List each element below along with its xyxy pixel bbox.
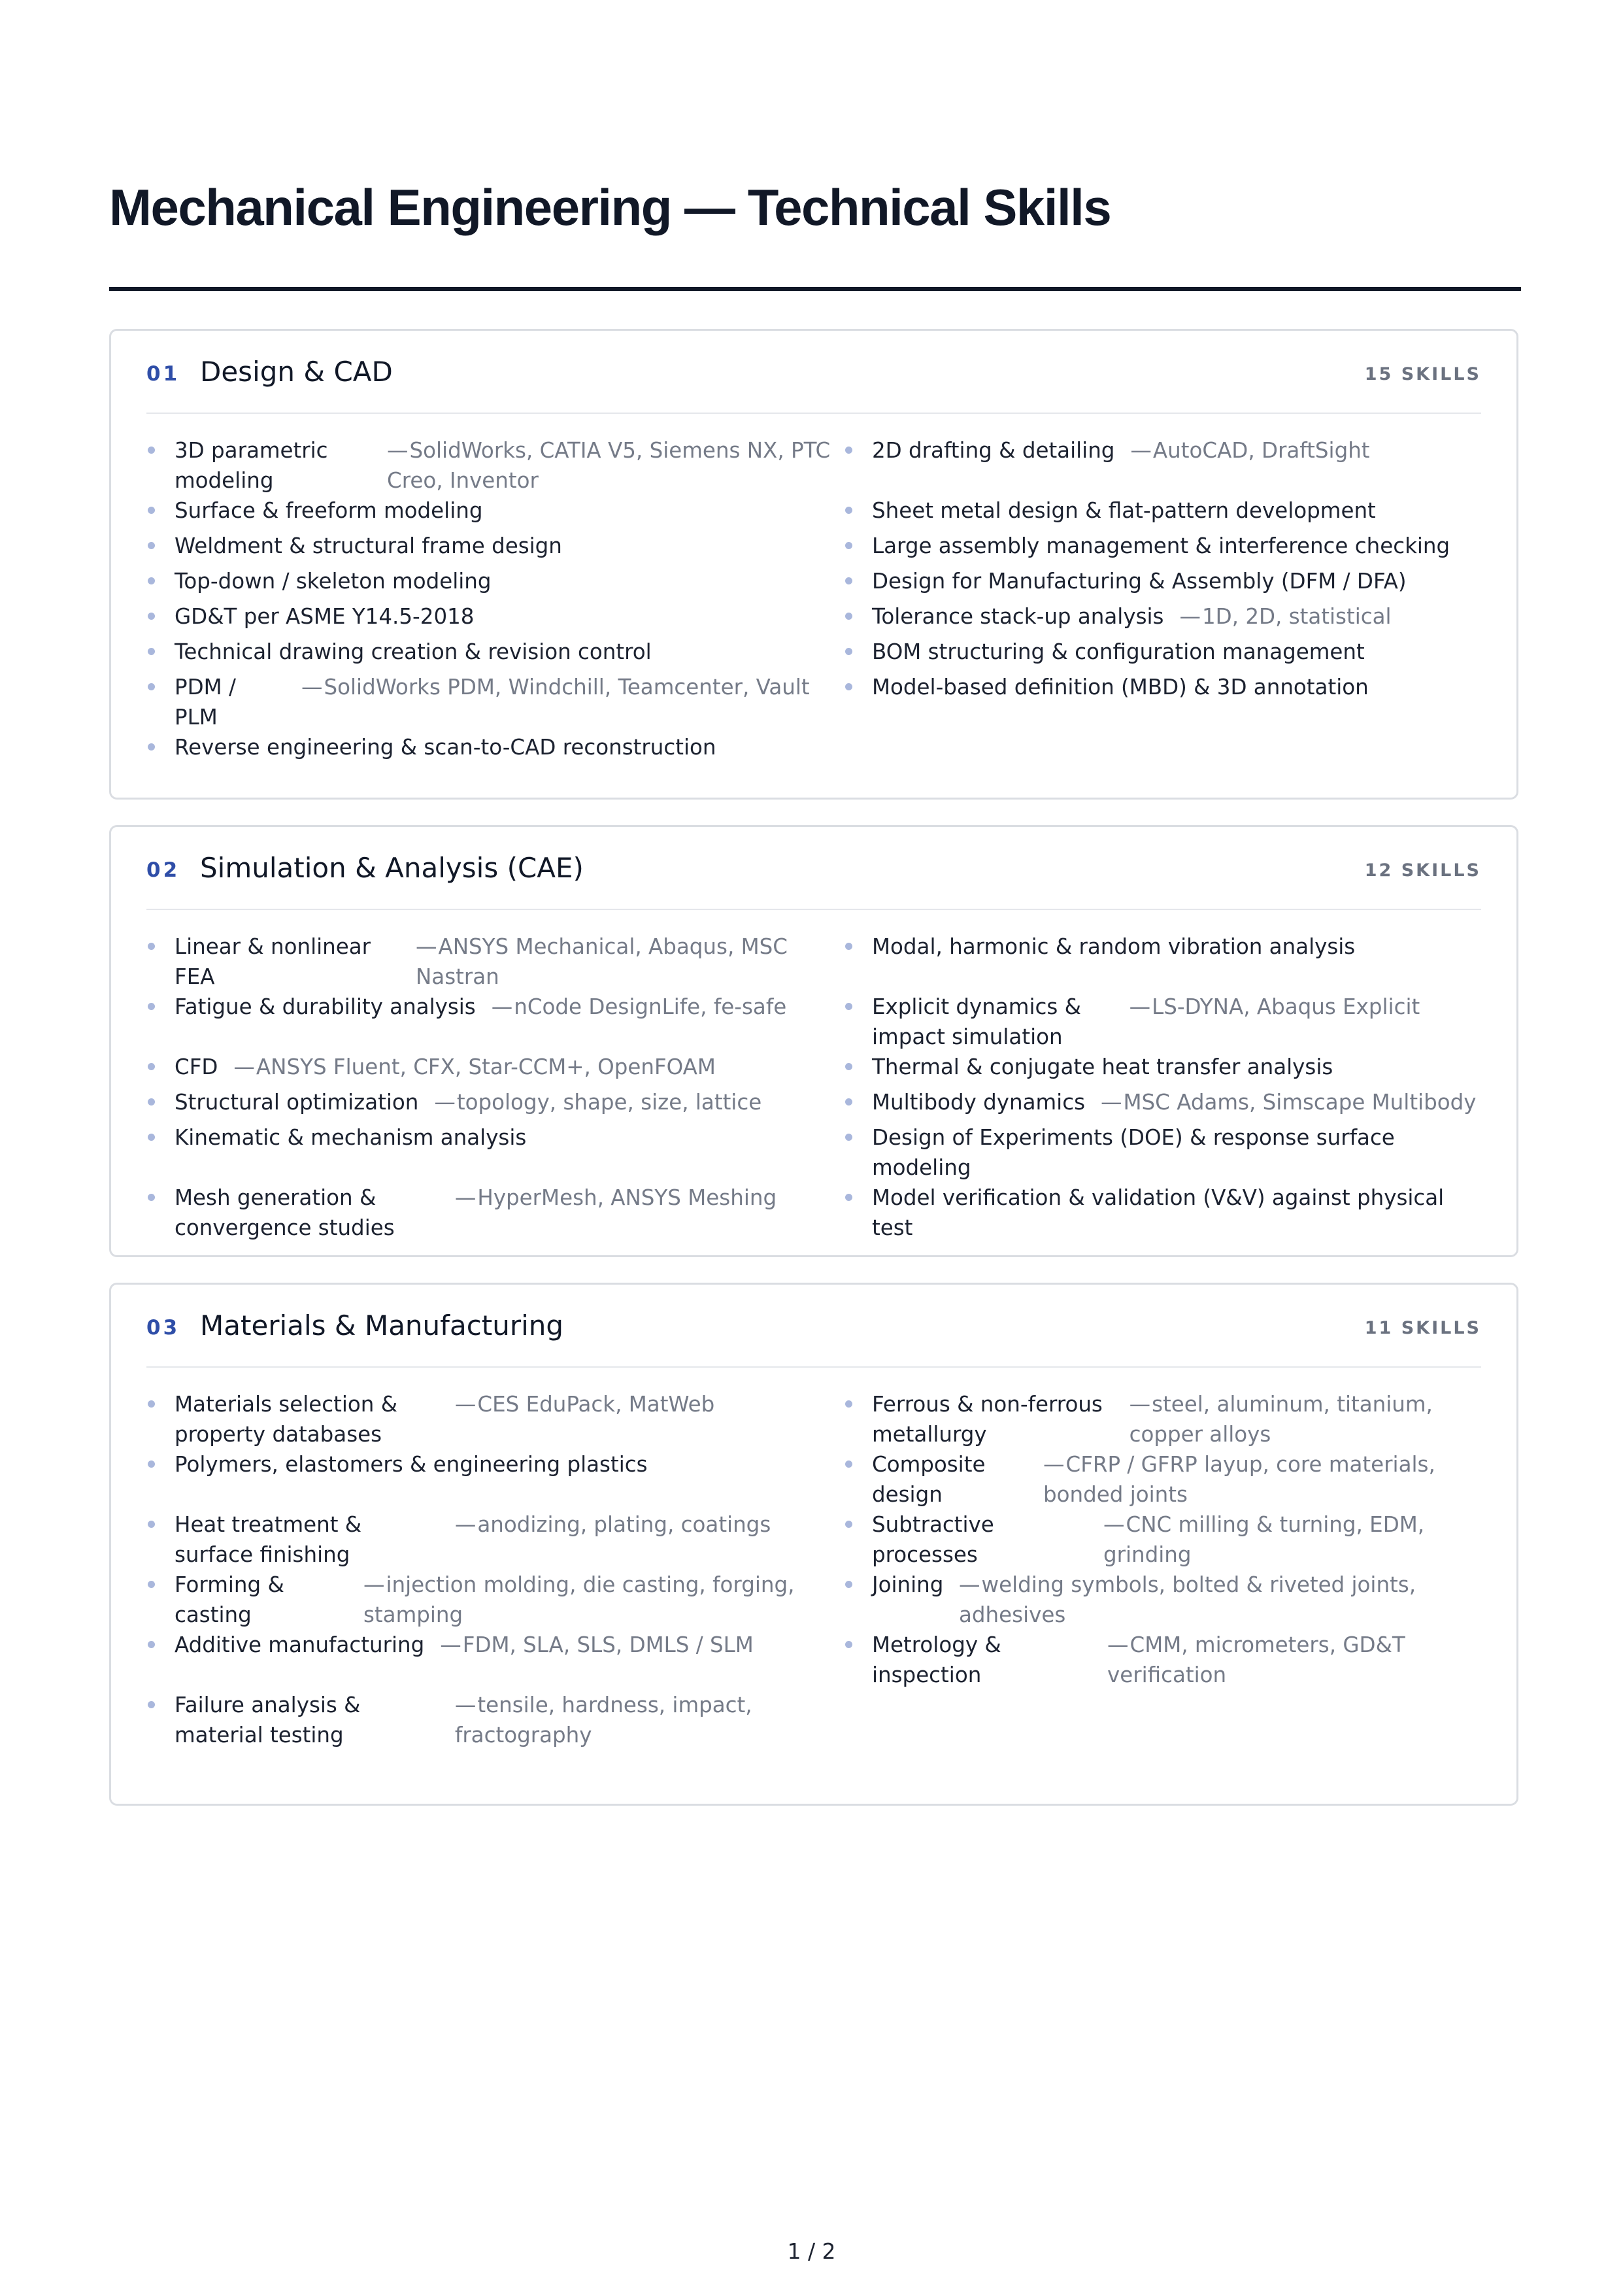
skill-tools-note: — SolidWorks PDM, Windchill, Teamcenter, Vault bbox=[286, 672, 844, 702]
bullet-dot-icon bbox=[148, 1460, 155, 1468]
section-header bbox=[146, 827, 1481, 910]
skill-label: Linear & nonlinear FEA bbox=[175, 934, 371, 989]
skill-label: Multibody dynamics bbox=[872, 1090, 1086, 1115]
skill-tools-note: — LS-DYNA, Abaqus Explicit bbox=[1114, 992, 1486, 1022]
skill-item bbox=[844, 1123, 1486, 1183]
skill-tools-note: — 1D, 2D, statistical bbox=[1163, 601, 1391, 632]
bullet-dot-icon bbox=[845, 1063, 852, 1070]
skill-label: Design of Experiments (DOE) & response surface modeling bbox=[872, 1125, 1395, 1180]
bullet-dot-icon bbox=[148, 577, 155, 584]
skill-tools-note: — CES EduPack, MatWeb bbox=[439, 1389, 844, 1419]
bullet-dot-icon bbox=[845, 1003, 852, 1010]
skill-tools-note: — injection molding, die casting, forging, stamping bbox=[348, 1570, 844, 1630]
bullet-dot-icon bbox=[148, 1194, 155, 1201]
skill-label: BOM structuring & configuration management bbox=[872, 639, 1365, 664]
skill-label: Thermal & conjugate heat transfer analysis bbox=[872, 1055, 1333, 1079]
skill-label: Top-down / skeleton modeling bbox=[175, 569, 492, 594]
skill-item bbox=[146, 672, 844, 732]
bullet-dot-icon bbox=[845, 1581, 852, 1588]
skill-list bbox=[146, 1389, 1486, 1750]
bullet-dot-icon bbox=[845, 577, 852, 584]
skill-item bbox=[146, 1510, 844, 1570]
skill-label: GD&T per ASME Y14.5-2018 bbox=[175, 604, 475, 629]
section-number: 03 bbox=[146, 1316, 180, 1340]
skill-item bbox=[146, 1052, 844, 1087]
section-title: Materials & Manufacturing bbox=[200, 1309, 564, 1342]
skill-label: Polymers, elastomers & engineering plastics bbox=[175, 1452, 648, 1477]
bullet-dot-icon bbox=[148, 507, 155, 514]
skill-item bbox=[844, 1570, 1486, 1630]
bullet-dot-icon bbox=[148, 542, 155, 549]
title-divider bbox=[109, 287, 1521, 291]
skill-label: Sheet metal design & flat-pattern development bbox=[872, 498, 1376, 523]
skill-item bbox=[146, 1389, 844, 1449]
skill-item bbox=[146, 435, 844, 496]
skill-label: Tolerance stack-up analysis bbox=[872, 604, 1164, 629]
bullet-dot-icon bbox=[148, 1521, 155, 1528]
bullet-dot-icon bbox=[148, 943, 155, 950]
skill-item bbox=[146, 932, 844, 992]
skill-label: Materials selection & property databases bbox=[175, 1392, 398, 1447]
bullet-dot-icon bbox=[148, 1098, 155, 1106]
bullet-dot-icon bbox=[148, 743, 155, 751]
skill-tools-note: — ANSYS Mechanical, Abaqus, MSC Nastran bbox=[400, 932, 844, 992]
bullet-dot-icon bbox=[148, 1063, 155, 1070]
section-skill-count: 15 SKILLS bbox=[1364, 364, 1481, 384]
skill-item bbox=[146, 992, 844, 1027]
skill-item bbox=[146, 1449, 844, 1485]
skill-label: Explicit dynamics & impact simulation bbox=[872, 994, 1081, 1049]
skill-item bbox=[844, 1510, 1486, 1570]
section-header bbox=[146, 331, 1481, 414]
skill-label: Mesh generation & convergence studies bbox=[175, 1185, 395, 1240]
skill-tools-note: — CFRP / GFRP layup, core materials, bonded joints bbox=[1028, 1449, 1486, 1510]
bullet-dot-icon bbox=[148, 1003, 155, 1010]
skill-item bbox=[844, 932, 1486, 967]
skill-label: Model-based definition (MBD) & 3D annotation bbox=[872, 675, 1369, 700]
bullet-dot-icon bbox=[845, 613, 852, 620]
bullet-dot-icon bbox=[845, 542, 852, 549]
section-title: Simulation & Analysis (CAE) bbox=[200, 852, 584, 884]
skill-item bbox=[844, 672, 1486, 707]
skill-label: Metrology & inspection bbox=[872, 1632, 1001, 1687]
bullet-dot-icon bbox=[148, 1641, 155, 1648]
bullet-dot-icon bbox=[845, 648, 852, 655]
skill-item bbox=[146, 1183, 844, 1243]
skill-label: Heat treatment & surface finishing bbox=[175, 1512, 362, 1567]
skill-item bbox=[146, 566, 844, 601]
bullet-dot-icon bbox=[845, 943, 852, 950]
bullet-dot-icon bbox=[148, 648, 155, 655]
bullet-dot-icon bbox=[148, 1581, 155, 1588]
section-number: 01 bbox=[146, 362, 180, 386]
bullet-dot-icon bbox=[148, 1134, 155, 1141]
bullet-dot-icon bbox=[845, 1641, 852, 1648]
skill-tools-note: — CNC milling & turning, EDM, grinding bbox=[1088, 1510, 1486, 1570]
section-skill-count: 11 SKILLS bbox=[1364, 1318, 1481, 1338]
section-skill-count: 12 SKILLS bbox=[1364, 860, 1481, 881]
bullet-dot-icon bbox=[845, 1194, 852, 1201]
skill-tools-note: — steel, aluminum, titanium, copper alloys bbox=[1114, 1389, 1486, 1449]
skill-item bbox=[844, 1630, 1486, 1690]
bullet-dot-icon bbox=[845, 1400, 852, 1408]
skill-tools-note: — CMM, micrometers, GD&T verification bbox=[1092, 1630, 1486, 1690]
bullet-dot-icon bbox=[845, 1460, 852, 1468]
bullet-dot-icon bbox=[845, 683, 852, 690]
skill-label: Model verification & validation (V&V) against physical test bbox=[872, 1185, 1445, 1240]
skill-item bbox=[146, 1123, 844, 1158]
skill-tools-note: — tensile, hardness, impact, fractography bbox=[439, 1690, 844, 1750]
skill-label: PDM / PLM bbox=[175, 675, 236, 730]
skill-label: Composite design bbox=[872, 1452, 986, 1507]
section-number: 02 bbox=[146, 858, 180, 882]
bullet-dot-icon bbox=[845, 507, 852, 514]
skill-item bbox=[844, 496, 1486, 531]
skill-label: Ferrous & non-ferrous metallurgy bbox=[872, 1392, 1103, 1447]
skill-label: Design for Manufacturing & Assembly (DFM / DFA) bbox=[872, 569, 1407, 594]
bullet-dot-icon bbox=[148, 683, 155, 690]
skill-label: Additive manufacturing bbox=[175, 1632, 425, 1657]
section-card-materials-manufacturing bbox=[109, 1283, 1518, 1806]
skill-tools-note: — AutoCAD, DraftSight bbox=[1114, 435, 1369, 465]
skill-item bbox=[146, 637, 844, 672]
skill-label: Surface & freeform modeling bbox=[175, 498, 483, 523]
skill-label: Kinematic & mechanism analysis bbox=[175, 1125, 527, 1150]
skill-label: 2D drafting & detailing bbox=[872, 438, 1115, 463]
skill-item bbox=[146, 496, 844, 531]
section-header bbox=[146, 1285, 1481, 1368]
skill-label: Technical drawing creation & revision control bbox=[175, 639, 652, 664]
bullet-dot-icon bbox=[148, 447, 155, 454]
skill-item bbox=[844, 601, 1486, 637]
skill-label: Weldment & structural frame design bbox=[175, 533, 562, 558]
skill-label: Large assembly management & interference checking bbox=[872, 533, 1450, 558]
skill-label: Modal, harmonic & random vibration analysis bbox=[872, 934, 1356, 959]
skill-tools-note: — nCode DesignLife, fe-safe bbox=[476, 992, 787, 1022]
skill-tools-note: — anodizing, plating, coatings bbox=[439, 1510, 844, 1540]
skill-label: Forming & casting bbox=[175, 1572, 284, 1627]
skill-item bbox=[844, 1183, 1486, 1243]
skill-item bbox=[146, 1570, 844, 1630]
skill-item bbox=[844, 637, 1486, 672]
bullet-dot-icon bbox=[148, 1400, 155, 1408]
section-card-simulation-analysis bbox=[109, 825, 1518, 1257]
skill-tools-note: — MSC Adams, Simscape Multibody bbox=[1085, 1087, 1486, 1117]
skill-tools-note: — ANSYS Fluent, CFX, Star-CCM+, OpenFOAM bbox=[218, 1052, 716, 1082]
skill-list bbox=[146, 435, 1486, 768]
skill-tools-note: — topology, shape, size, lattice bbox=[418, 1087, 761, 1117]
bullet-dot-icon bbox=[845, 1098, 852, 1106]
skill-item bbox=[844, 531, 1486, 566]
skill-item bbox=[146, 732, 844, 768]
bullet-dot-icon bbox=[148, 613, 155, 620]
skill-tools-note: — FDM, SLA, SLS, DMLS / SLM bbox=[424, 1630, 754, 1660]
bullet-dot-icon bbox=[148, 1701, 155, 1708]
bullet-dot-icon bbox=[845, 1134, 852, 1141]
skill-item bbox=[844, 992, 1486, 1052]
section-card-design-cad bbox=[109, 329, 1518, 800]
skill-item bbox=[146, 1630, 844, 1665]
skill-tools-note: — SolidWorks, CATIA V5, Siemens NX, PTC Creo, Inventor bbox=[371, 435, 844, 496]
skill-item bbox=[844, 1389, 1486, 1449]
skill-item bbox=[146, 1690, 844, 1750]
skill-label: CFD bbox=[175, 1055, 218, 1079]
skill-item bbox=[844, 435, 1486, 471]
skill-label: Joining bbox=[872, 1572, 944, 1597]
bullet-dot-icon bbox=[845, 1521, 852, 1528]
skill-label: Reverse engineering & scan-to-CAD reconstruction bbox=[175, 735, 716, 760]
page-title: Mechanical Engineering — Technical Skills bbox=[109, 178, 1111, 236]
skill-tools-note: — welding symbols, bolted & riveted joints, adhesives bbox=[943, 1570, 1486, 1630]
skill-item bbox=[146, 1087, 844, 1123]
skill-label: Structural optimization bbox=[175, 1090, 419, 1115]
skill-label: Subtractive processes bbox=[872, 1512, 994, 1567]
skill-item bbox=[844, 1052, 1486, 1087]
skill-label: Failure analysis & material testing bbox=[175, 1693, 361, 1747]
skill-item bbox=[844, 1449, 1486, 1510]
skill-label: Fatigue & durability analysis bbox=[175, 994, 476, 1019]
section-title: Design & CAD bbox=[200, 356, 393, 388]
skill-item bbox=[844, 566, 1486, 601]
skill-item bbox=[844, 1087, 1486, 1123]
skill-item bbox=[146, 531, 844, 566]
skill-tools-note: — HyperMesh, ANSYS Meshing bbox=[439, 1183, 844, 1213]
bullet-dot-icon bbox=[845, 447, 852, 454]
page-number: 1 / 2 bbox=[787, 2238, 836, 2264]
skill-item bbox=[146, 601, 844, 637]
skill-label: 3D parametric modeling bbox=[175, 438, 328, 493]
skill-list bbox=[146, 932, 1486, 1243]
